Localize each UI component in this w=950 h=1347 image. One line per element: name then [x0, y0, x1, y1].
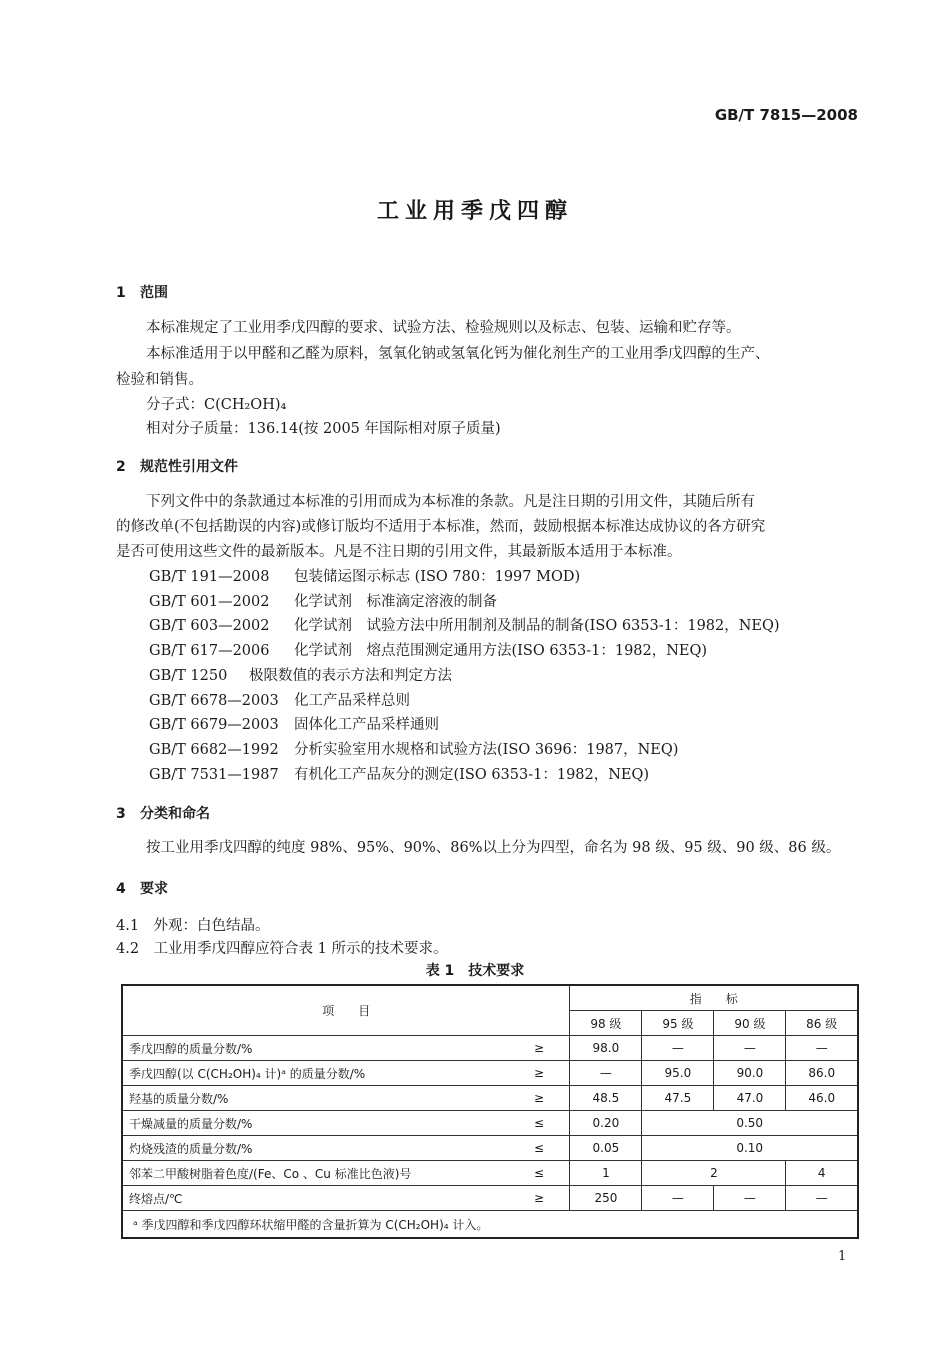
paragraph: 检验和销售。	[116, 372, 203, 388]
reference-title: 化学试剂 试验方法中所用制剂及制品的制备(ISO 6353-1：1982，NEQ)	[294, 618, 780, 634]
value-cell: 48.5	[570, 1086, 642, 1111]
value-cell: 4	[786, 1161, 858, 1186]
paragraph: 是否可使用这些文件的最新版本。凡是不注日期的引用文件，其最新版本适用于本标准。	[116, 544, 682, 560]
molecular-mass: 相对分子质量：136.14(按 2005 年国际相对原子质量)	[146, 421, 501, 437]
item-cell: 邻苯二甲酸树脂着色度/(Fe、Co 、Cu 标准比色液)号	[122, 1161, 509, 1186]
clause-4-2: 4.2 工业用季戊四醇应符合表 1 所示的技术要求。	[116, 941, 448, 957]
reference-code: GB/T 6682—1992	[149, 742, 279, 758]
reference-item	[149, 738, 678, 759]
section-number: 2	[116, 459, 126, 475]
document-title: 工业用季戊四醇	[376, 199, 573, 224]
requirements-table	[121, 984, 859, 1239]
reference-item	[149, 763, 649, 784]
section-4-heading	[116, 878, 168, 898]
reference-code: GB/T 1250	[149, 668, 228, 684]
reference-code: GB/T 603—2002	[149, 618, 270, 634]
operator-cell: ≥	[509, 1036, 570, 1061]
value-cell: 1	[570, 1161, 642, 1186]
operator-cell: ≤	[509, 1161, 570, 1186]
page-number: 1	[838, 1249, 847, 1264]
reference-item	[149, 565, 580, 586]
grade-cell: 95 级	[642, 1011, 714, 1036]
operator-cell: ≥	[509, 1186, 570, 1211]
table-row	[122, 1086, 858, 1111]
reference-title: 固体化工产品采样通则	[294, 717, 439, 733]
value-cell: 250	[570, 1186, 642, 1211]
item-cell: 季戊四醇的质量分数/%	[122, 1036, 509, 1061]
item-cell: 灼烧残渣的质量分数/%	[122, 1136, 509, 1161]
standard-number: GB/T 7815—2008	[714, 106, 858, 124]
reference-item	[149, 614, 780, 635]
reference-item	[149, 689, 410, 710]
reference-title: 化学试剂 熔点范围测定通用方法(ISO 6353-1：1982，NEQ)	[294, 643, 708, 659]
reference-title: 极限数值的表示方法和判定方法	[249, 668, 452, 684]
value-cell: 98.0	[570, 1036, 642, 1061]
section-title: 规范性引用文件	[140, 459, 238, 475]
table-row	[122, 1186, 858, 1211]
reference-title: 分析实验室用水规格和试验方法(ISO 3696：1987，NEQ)	[294, 742, 679, 758]
header-item: 项 目	[122, 985, 570, 1036]
section-1-heading	[116, 282, 168, 302]
reference-code: GB/T 617—2006	[149, 643, 270, 659]
value-cell: 46.0	[786, 1086, 858, 1111]
value-cell: 0.50	[642, 1111, 858, 1136]
value-cell: —	[642, 1036, 714, 1061]
value-cell: 0.05	[570, 1136, 642, 1161]
table-footnote-row	[122, 1211, 858, 1239]
value-cell: 0.10	[642, 1136, 858, 1161]
paragraph: 的修改单(不包括勘误的内容)或修订版均不适用于本标准，然而，鼓励根据本标准达成协议的各方研究	[116, 519, 766, 535]
reference-code: GB/T 6678—2003	[149, 693, 279, 709]
reference-code: GB/T 7531—1987	[149, 767, 279, 783]
value-cell: —	[714, 1036, 786, 1061]
molecular-formula: 分子式：C(CH₂OH)₄	[146, 397, 287, 413]
clause-4-1: 4.1 外观：白色结晶。	[116, 918, 270, 934]
item-cell: 羟基的质量分数/%	[122, 1086, 509, 1111]
value-cell: —	[714, 1186, 786, 1211]
reference-code: GB/T 6679—2003	[149, 717, 279, 733]
reference-item	[149, 664, 452, 685]
operator-cell: ≤	[509, 1111, 570, 1136]
value-cell: —	[786, 1036, 858, 1061]
reference-item	[149, 713, 439, 734]
grade-cell: 90 级	[714, 1011, 786, 1036]
value-cell: 95.0	[642, 1061, 714, 1086]
paragraph: 本标准规定了工业用季戊四醇的要求、试验方法、检验规则以及标志、包装、运输和贮存等。	[146, 320, 741, 336]
reference-title: 化工产品采样总则	[294, 693, 410, 709]
reference-code: GB/T 601—2002	[149, 594, 270, 610]
reference-code: GB/T 191—2008	[149, 569, 270, 585]
table-row	[122, 1111, 858, 1136]
value-cell: 90.0	[714, 1061, 786, 1086]
table-row	[122, 1136, 858, 1161]
table-footnote: ᵃ 季戊四醇和季戊四醇环状缩甲醛的含量折算为 C(CH₂OH)₄ 计入。	[122, 1211, 858, 1239]
section-number: 1	[116, 285, 126, 301]
paragraph: 按工业用季戊四醇的纯度 98%、95%、90%、86%以上分为四型，命名为 98 级、95 级、90 级、86 级。	[146, 840, 841, 856]
section-2-heading	[116, 456, 238, 476]
value-cell: 47.0	[714, 1086, 786, 1111]
item-cell: 终熔点/℃	[122, 1186, 509, 1211]
grade-cell: 86 级	[786, 1011, 858, 1036]
operator-cell: ≤	[509, 1136, 570, 1161]
reference-title: 包装储运图示标志 (ISO 780：1997 MOD)	[294, 569, 581, 585]
value-cell: —	[642, 1186, 714, 1211]
operator-cell: ≥	[509, 1061, 570, 1086]
reference-title: 有机化工产品灰分的测定(ISO 6353-1：1982，NEQ)	[294, 767, 650, 783]
reference-item	[149, 639, 707, 660]
section-title: 要求	[140, 881, 168, 897]
paragraph: 下列文件中的条款通过本标准的引用而成为本标准的条款。凡是注日期的引用文件，其随后所有	[146, 494, 755, 510]
operator-cell: ≥	[509, 1086, 570, 1111]
reference-item	[149, 590, 497, 611]
table-caption: 表 1 技术要求	[425, 963, 525, 979]
value-cell: 2	[642, 1161, 786, 1186]
header-index: 指 标	[570, 985, 858, 1011]
value-cell: 47.5	[642, 1086, 714, 1111]
value-cell: 86.0	[786, 1061, 858, 1086]
table-row	[122, 1061, 858, 1086]
value-cell: —	[786, 1186, 858, 1211]
reference-title: 化学试剂 标准滴定溶液的制备	[294, 594, 497, 610]
section-3-heading	[116, 803, 210, 823]
paragraph: 本标准适用于以甲醛和乙醛为原料，氢氧化钠或氢氧化钙为催化剂生产的工业用季戊四醇的生产、	[146, 346, 770, 362]
item-cell: 季戊四醇(以 C(CH₂OH)₄ 计)ᵃ 的质量分数/%	[122, 1061, 509, 1086]
item-cell: 干燥减量的质量分数/%	[122, 1111, 509, 1136]
value-cell: 0.20	[570, 1111, 642, 1136]
grade-cell: 98 级	[570, 1011, 642, 1036]
table-header-row	[122, 985, 858, 1011]
value-cell: —	[570, 1061, 642, 1086]
section-title: 范围	[140, 285, 168, 301]
table-row	[122, 1161, 858, 1186]
section-number: 4	[116, 881, 126, 897]
section-number: 3	[116, 806, 126, 822]
table-row	[122, 1036, 858, 1061]
section-title: 分类和命名	[140, 806, 210, 822]
